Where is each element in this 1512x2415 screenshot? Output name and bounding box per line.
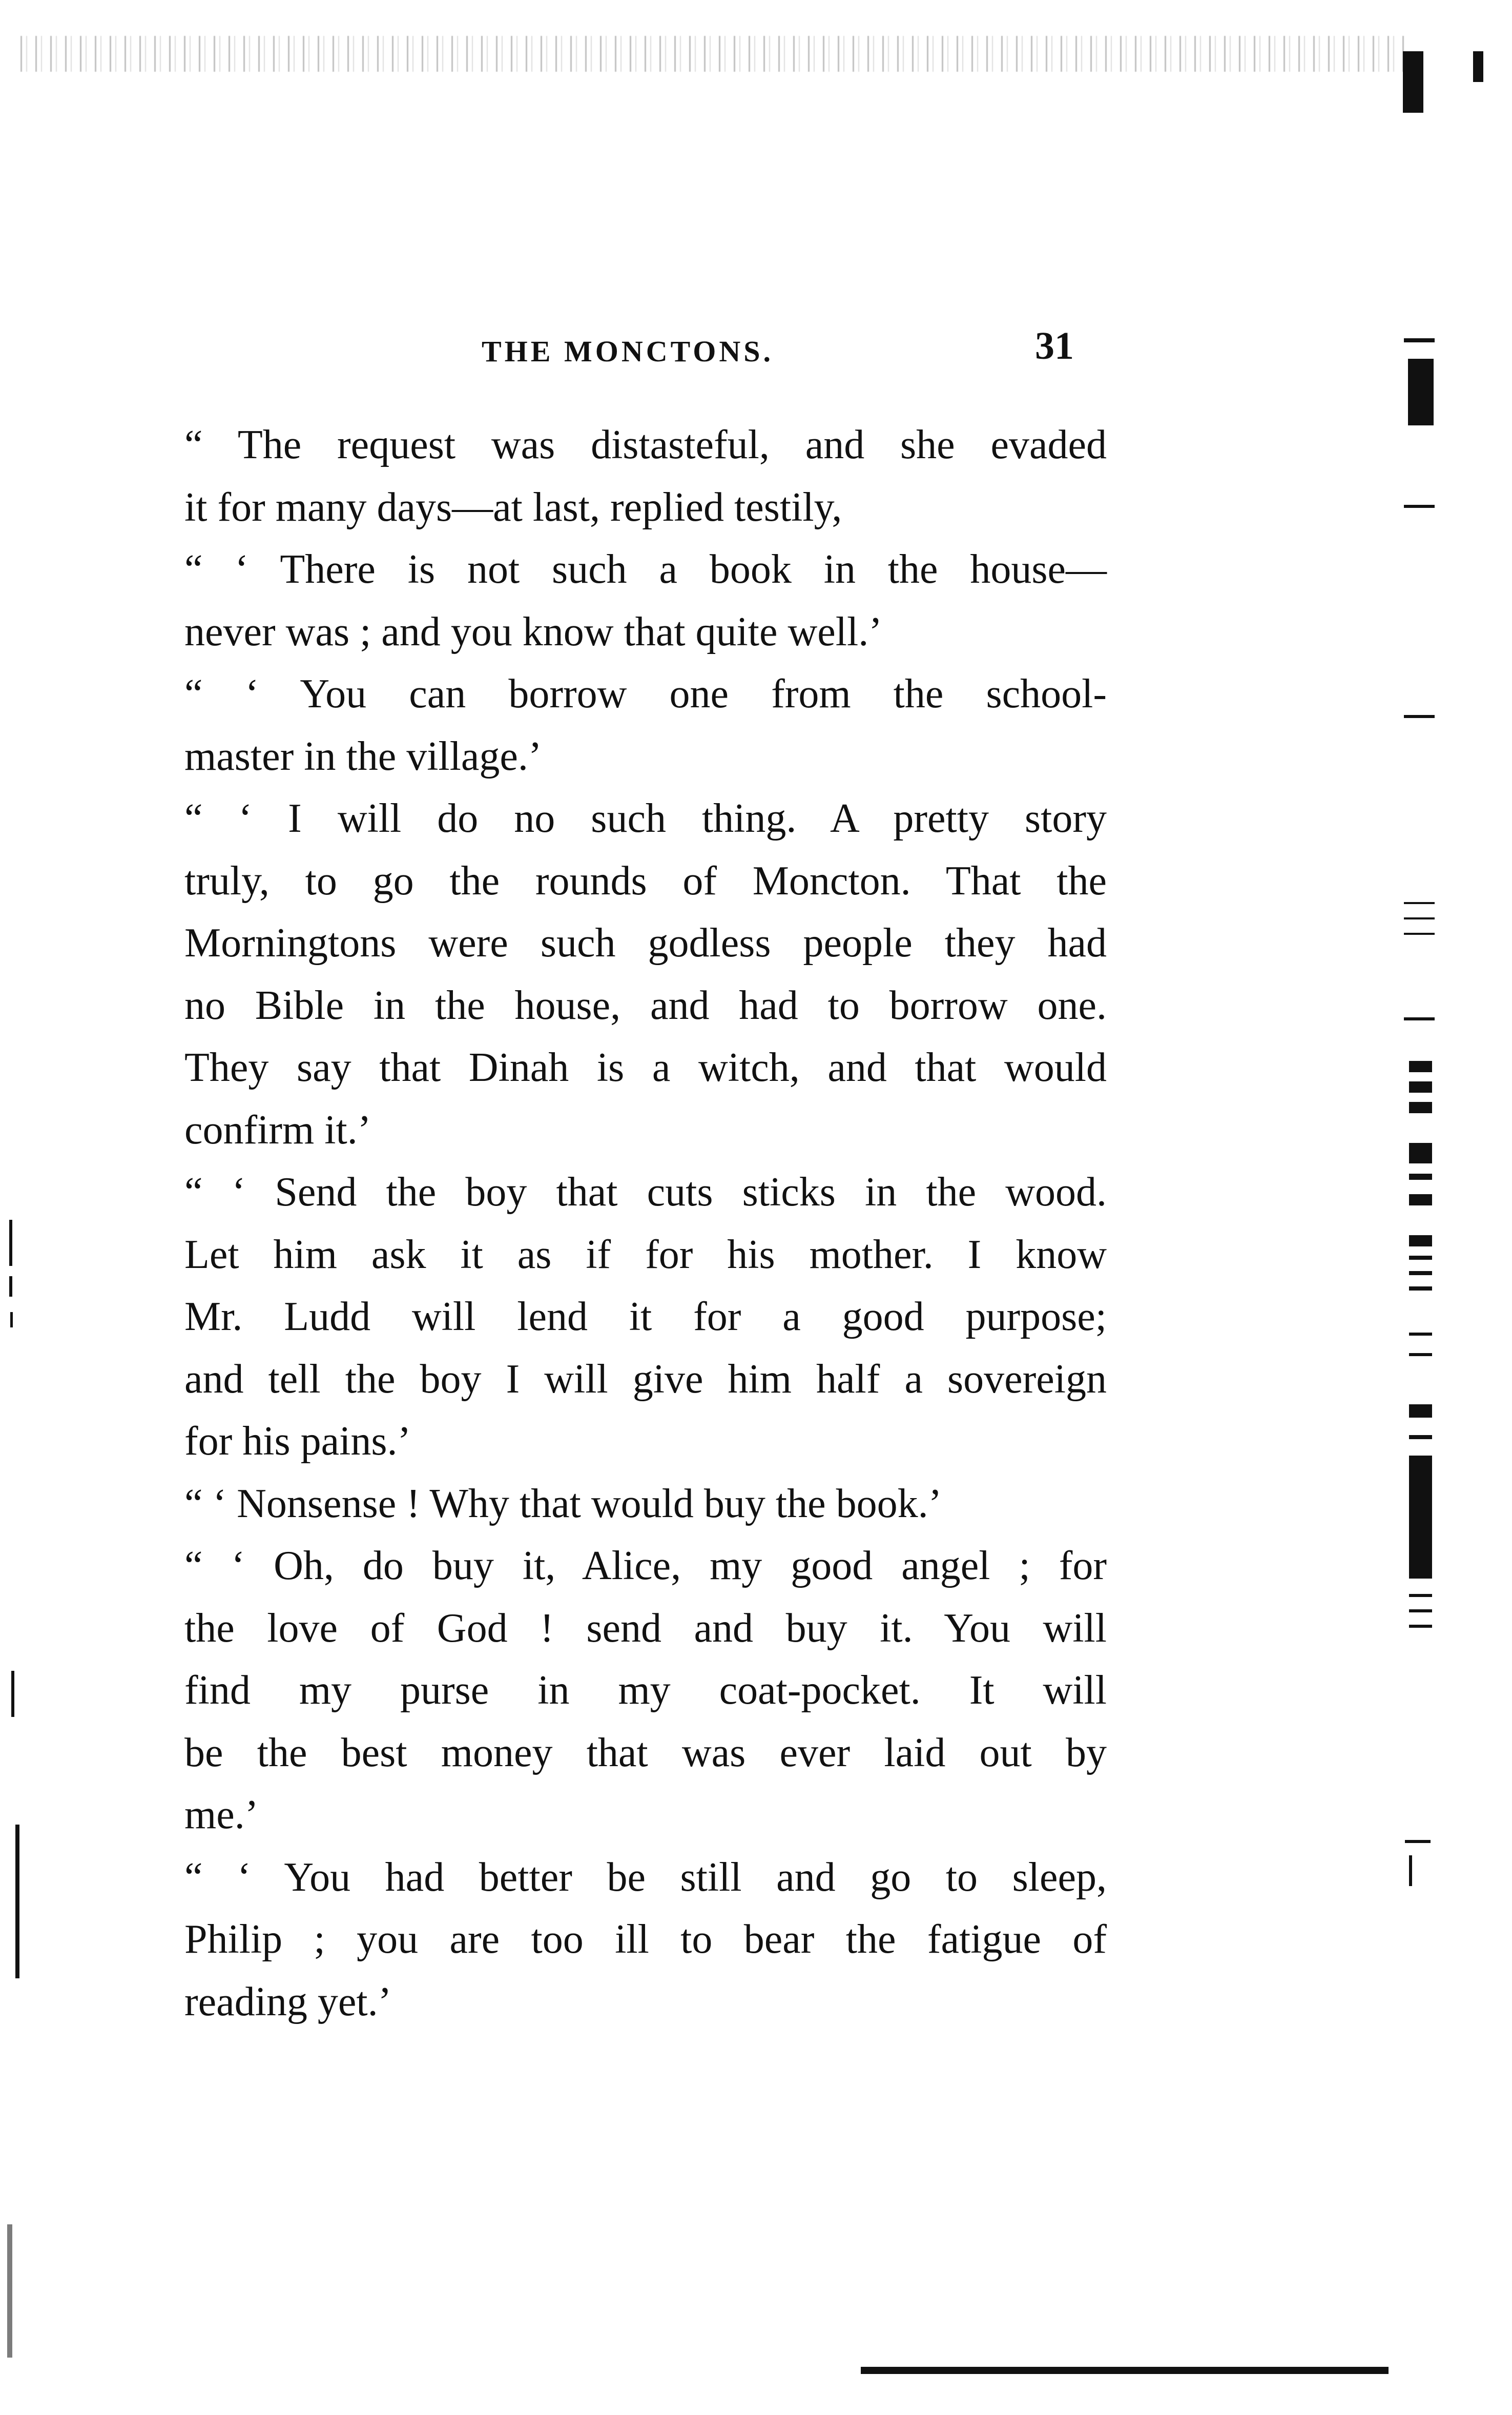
text-line: “ ‘ Send the boy that cuts sticks in the wood. xyxy=(184,1170,1107,1215)
page-top-edge xyxy=(20,36,1404,72)
text-line: They say that Dinah is a witch, and that would xyxy=(184,1045,1107,1090)
text-line: for his pains.’ xyxy=(184,1419,411,1464)
running-title: THE MONCTONS. xyxy=(482,335,774,368)
page-number: 31 xyxy=(1035,324,1074,367)
text-line: it for many days—at last, replied testily, xyxy=(184,484,842,530)
text-line: master in the village.’ xyxy=(184,733,542,779)
text-line: Philip ; you are too ill to bear the fatigue of xyxy=(184,1917,1107,1962)
bottom-rule xyxy=(861,2367,1389,2374)
right-scan-edge xyxy=(1394,0,1512,2415)
text-line: be the best money that was ever laid out by xyxy=(184,1730,1107,1775)
text-line: “ ‘ Oh, do buy it, Alice, my good angel ; for xyxy=(184,1543,1107,1588)
text-line: “ ‘ There is not such a book in the house— xyxy=(184,547,1107,592)
text-line: “ The request was distasteful, and she evaded xyxy=(184,422,1107,467)
left-scan-edge xyxy=(0,0,31,2415)
text-line: find my purse in my coat-pocket. It will xyxy=(184,1668,1107,1713)
text-line: the love of God ! send and buy it. You will xyxy=(184,1605,1107,1651)
running-head xyxy=(184,324,1107,370)
text-line: truly, to go the rounds of Moncton. That the xyxy=(184,858,1107,904)
text-line: Morningtons were such godless people they had xyxy=(184,920,1107,966)
text-line: “ ‘ I will do no such thing. A pretty story xyxy=(184,796,1107,841)
text-line: confirm it.’ xyxy=(184,1107,371,1153)
body-text xyxy=(184,414,1107,2033)
text-line: never was ; and you know that quite well.’ xyxy=(184,609,882,654)
text-line: no Bible in the house, and had to borrow one. xyxy=(184,983,1107,1028)
text-line: Let him ask it as if for his mother. I know xyxy=(184,1232,1107,1277)
text-line: reading yet.’ xyxy=(184,1979,392,2024)
text-line: “ ‘ You can borrow one from the school- xyxy=(184,671,1107,717)
text-line: and tell the boy I will give him half a sovereign xyxy=(184,1356,1107,1402)
text-line: Mr. Ludd will lend it for a good purpose; xyxy=(184,1294,1107,1339)
text-line: me.’ xyxy=(184,1792,259,1837)
text-line: “ ‘ Nonsense ! Why that would buy the book.’ xyxy=(184,1481,942,1526)
text-line: “ ‘ You had better be still and go to sleep, xyxy=(184,1854,1107,1900)
